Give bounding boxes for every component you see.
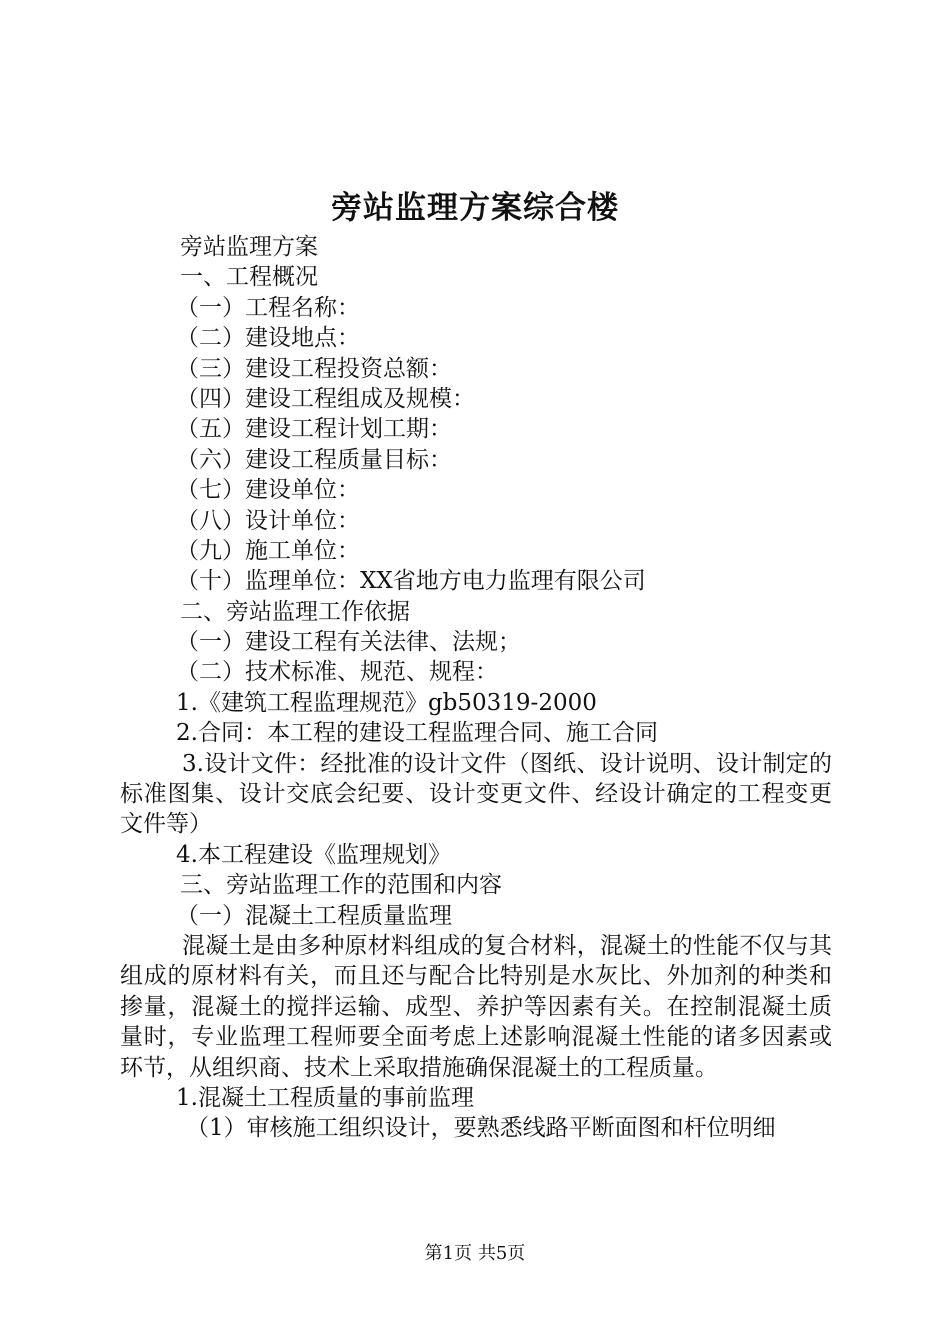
- document-title: 旁站监理方案综合楼: [331, 190, 619, 226]
- text-line: （六）建设工程质量目标：: [176, 446, 452, 473]
- text-line: （九）施工单位：: [176, 537, 360, 564]
- section-heading: 三、旁站监理工作的范围和内容: [180, 872, 502, 899]
- text-line: （二）技术标准、规范、规程：: [176, 659, 498, 686]
- list-item: 1.混凝土工程质量的事前监理: [176, 1085, 474, 1112]
- section-heading: 二、旁站监理工作依据: [180, 598, 410, 625]
- paragraph-design-docs: 3.设计文件：经批准的设计文件（图纸、设计说明、设计制定的标准图集、设计交底会纪要、设计变更文件、经设计确定的工程变更文件等）: [120, 750, 832, 838]
- section-heading: 一、工程概况: [180, 264, 318, 291]
- text-line: （十）监理单位：XX省地方电力监理有限公司: [176, 568, 646, 595]
- text-line: （二）建设地点：: [176, 325, 360, 352]
- paragraph-concrete: 混凝土是由多种原材料组成的复合材料，混凝土的性能不仅与其组成的原材料有关，而且还与配合比特别是水灰比、外加剂的种类和掺量，混凝土的搅拌运输、成型、养护等因素有关。在控制混凝土质量时，专业监理工程师要全面考虑上述影响混凝土性能的诸多因素或环节，从组织商、技术上采取措施确保混凝土的工程质量。: [120, 933, 832, 1081]
- list-item: 4.本工程建设《监理规划》: [176, 841, 451, 868]
- document-body: [120, 232, 832, 1144]
- text-line: （八）设计单位：: [176, 507, 360, 534]
- text-line: （一）混凝土工程质量监理: [176, 902, 452, 929]
- page-footer: 第1页 共5页: [424, 1243, 526, 1264]
- list-item: 2.合同：本工程的建设工程监理合同、施工合同: [176, 720, 658, 747]
- list-item: （1）审核施工组织设计，要熟悉线路平断面图和杆位明细: [186, 1115, 776, 1142]
- text-line: （五）建设工程计划工期：: [176, 416, 452, 443]
- list-item: 1.《建筑工程监理规范》gb50319-2000: [176, 689, 597, 716]
- text-line: （七）建设单位：: [176, 477, 360, 504]
- text-line: 旁站监理方案: [180, 234, 318, 260]
- text-line: （一）建设工程有关法律、法规；: [176, 629, 521, 656]
- text-line: （一）工程名称：: [176, 294, 360, 321]
- text-line: （四）建设工程组成及规模：: [176, 385, 475, 412]
- text-line: （三）建设工程投资总额：: [176, 355, 452, 382]
